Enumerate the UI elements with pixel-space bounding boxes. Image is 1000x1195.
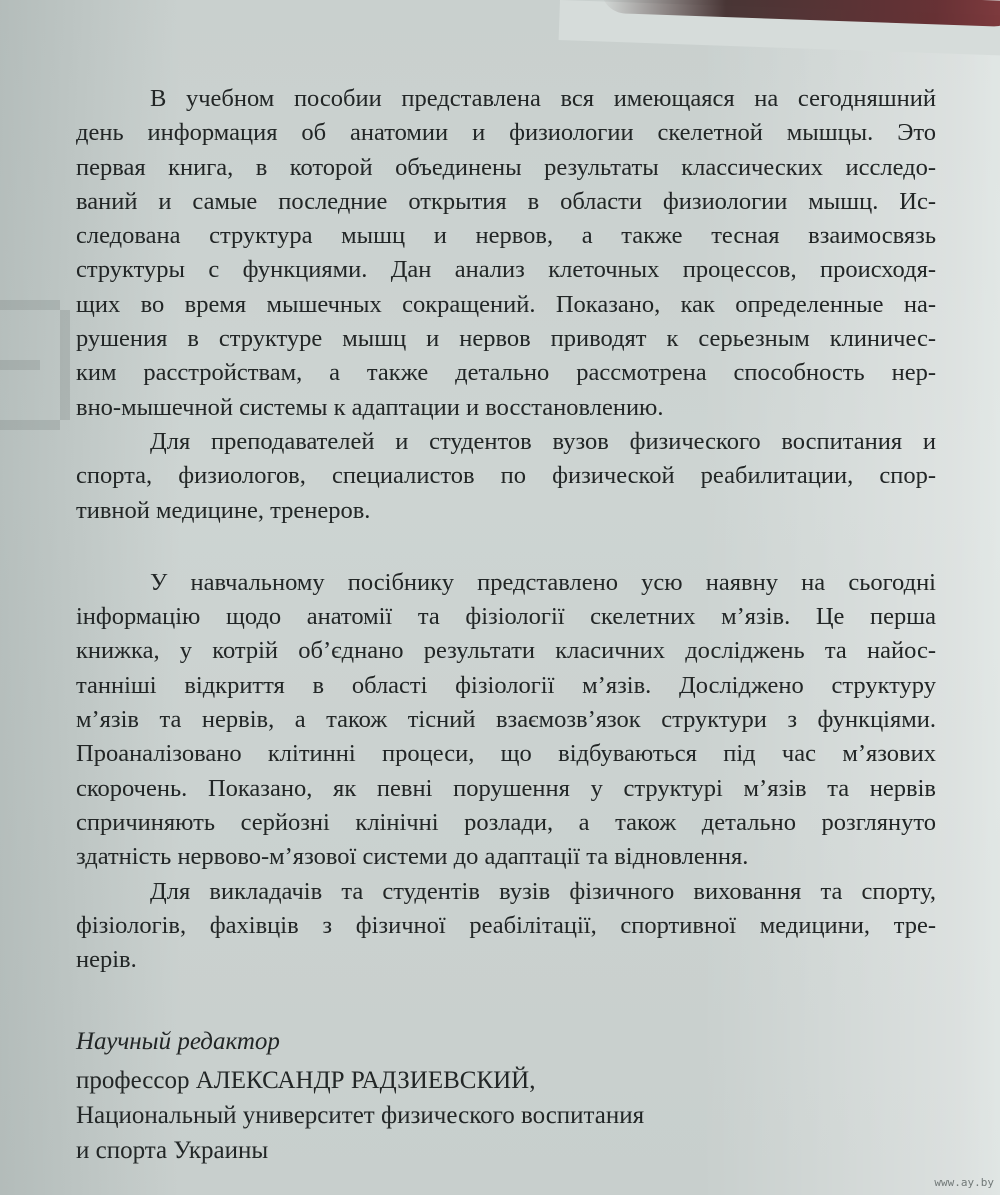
text-line: ваний и самые последние открытия в области физиологии мышц. Ис- [76,187,936,215]
text-line: фізіологів, фахівців з фізичної реабілітації, спортивної медицини, тре- [76,911,936,939]
ukrainian-paragraph-2 [76,875,936,978]
editor-name: профессор АЛЕКСАНДР РАДЗИЕВСКИЙ, [76,1067,536,1094]
scientific-editor-credits [76,1024,644,1168]
text-line: скорочень. Показано, як певні порушення у структурі м’язів та нервів [76,774,936,802]
text-line: Проаналізовано клітинні процеси, що відбуваються під час м’язових [76,740,936,768]
text-line: м’язів та нервів, а також тісний взаємозв’язок структури з функціями. [76,706,936,734]
text-line: нерів. [76,946,137,974]
text-line: структуры с функциями. Дан анализ клеточных процессов, происходя- [76,256,936,284]
text-line: рушения в структуре мышц и нервов приводят к серьезным клиничес- [76,325,936,353]
text-line: інформацію щодо анатомії та фізіології скелетних м’язів. Це перша [76,603,936,631]
text-line: спорта, физиологов, специалистов по физической реабилитации, спор- [76,462,936,490]
editor-affiliation-line-2: и спорта Украины [76,1137,269,1164]
russian-paragraph-2 [76,425,936,528]
annotation-text [76,82,936,977]
text-line: здатність нервово-м’язової системи до адаптації та відновлення. [76,843,749,871]
text-line: В учебном пособии представлена вся имеющаяся на сегодняшний [150,85,936,112]
text-line: спричиняють серйозні клінічні розлади, а також детально розглянуто [76,808,936,836]
editor-affiliation-line-1: Национальный университет физического воспитания [76,1102,645,1129]
text-line: первая книга, в которой объединены результаты классических исследо- [76,153,936,181]
text-line: щих во время мышечных сокращений. Показано, как определенные на- [76,290,936,318]
text-line: день информация об анатомии и физиологии скелетной мышцы. Это [76,119,936,147]
ukrainian-paragraph-1 [76,566,936,875]
text-line: книжка, у котрій об’єднано результати класичних досліджень та найос- [76,637,936,665]
text-line: Для преподавателей и студентов вузов физического воспитания и [150,427,936,455]
editor-role-label: Научный редактор [76,1028,280,1055]
text-line: Для викладачів та студентів вузів фізичного виховання та спорту, [150,877,936,905]
text-line: У навчальному посібнику представлено усю наявну на сьогодні [150,568,936,596]
text-line: тивной медицине, тренеров. [76,496,371,524]
text-line: вно-мышечной системы к адаптации и восстановлению. [76,393,664,421]
russian-paragraph-1 [76,82,936,425]
text-line: танніші відкриття в області фізіології м’язів. Досліджено структуру [76,671,936,699]
text-line: ким расстройствам, а также детально рассмотрена способность нер- [76,359,936,387]
site-watermark: www.ay.by [934,1176,994,1189]
text-line: следована структура мышц и нервов, а также тесная взаимосвязь [76,222,936,250]
